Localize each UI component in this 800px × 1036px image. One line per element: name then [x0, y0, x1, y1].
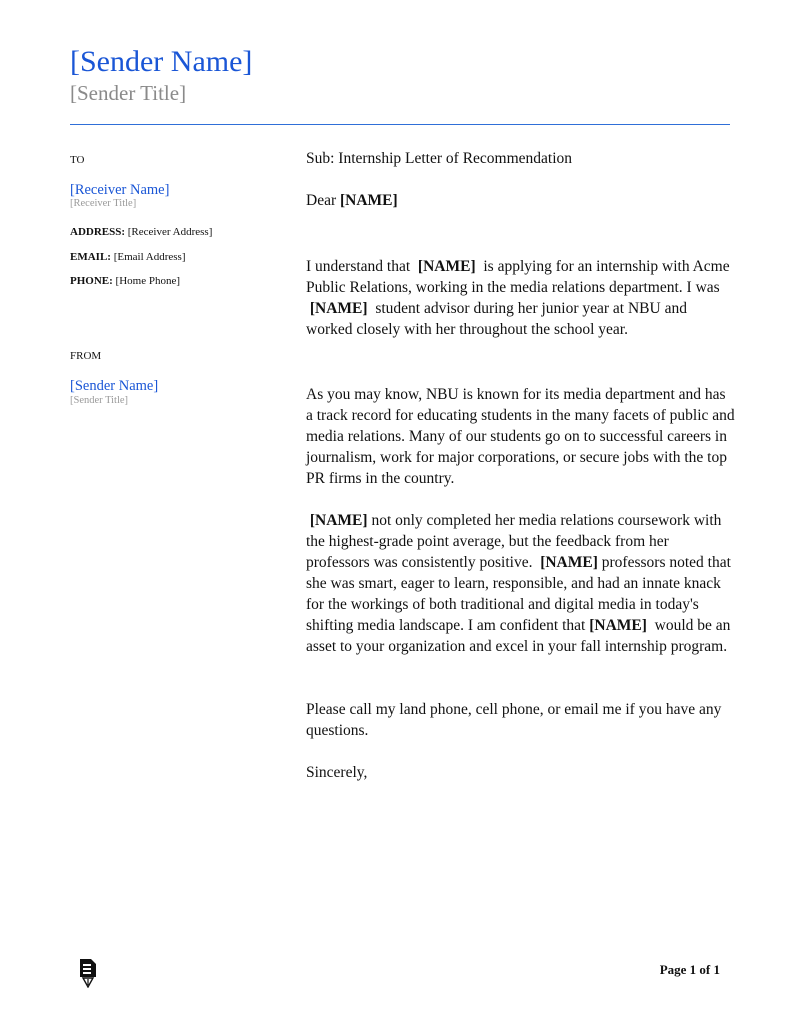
name-placeholder: [NAME] [309, 300, 368, 317]
name-placeholder: [NAME] [589, 617, 647, 634]
salutation [306, 190, 736, 211]
sender-name: [Sender Name] [70, 45, 253, 78]
name-placeholder: [NAME] [309, 512, 368, 529]
receiver-email [70, 250, 290, 264]
receiver-name: [Receiver Name] [70, 182, 170, 198]
closing: Sincerely, [306, 764, 368, 781]
salutation-name: [NAME] [340, 192, 398, 209]
address-label: ADDRESS: [70, 226, 126, 238]
from-sender-name: [Sender Name] [70, 378, 159, 394]
paragraph-1 [306, 256, 736, 340]
paragraph-3-part-a: not only completed her media relations coursework with the highest-grade point average, but the feedback from her professors was consistently positive. [306, 512, 722, 571]
paragraph-1-part-a: I understand that [306, 258, 415, 275]
email-value: [Email Address] [113, 251, 186, 263]
receiver-title: [Receiver Title] [70, 198, 137, 209]
paragraph-3 [306, 510, 736, 657]
salutation-prefix: Dear [306, 192, 340, 209]
page-number: Page 1 of 1 [659, 962, 720, 977]
receiver-phone [70, 274, 290, 288]
paragraph-4-text: Please call my land phone, cell phone, or email me if you have any questions. [306, 701, 722, 739]
sender-title: [Sender Title] [70, 81, 187, 105]
paragraph-3-part-b: professors noted that she was smart, eager to learn, responsible, and had an innate knack for the workings of both traditional and digital media in today's shifting media landscape. I am confident that [306, 554, 731, 634]
paragraph-1-part-b: is applying for an internship with Acme Public Relations, working in the media relations department. I was [306, 258, 730, 296]
pen-nib-document-icon [78, 958, 98, 988]
from-sender-title: [Sender Title] [70, 395, 129, 406]
paragraph-1-part-c: student advisor during her junior year at NBU and worked closely with her throughout the school year. [306, 300, 687, 338]
name-placeholder: [NAME] [417, 258, 476, 275]
to-caption: TO [70, 154, 85, 166]
address-value: [Receiver Address] [127, 226, 213, 238]
name-placeholder: [NAME] [540, 554, 598, 571]
subject-line: Sub: Internship Letter of Recommendation [306, 150, 573, 167]
paragraph-3-part-c: would be an asset to your organization and excel in your fall internship program. [306, 617, 731, 655]
paragraph-4 [306, 699, 736, 741]
receiver-address [70, 225, 290, 239]
paragraph-2 [306, 384, 736, 489]
from-caption: FROM [70, 350, 102, 362]
header-divider [70, 124, 730, 125]
paragraph-2-text: As you may know, NBU is known for its media department and has a track record for educating students in the many facets of public and media relations. Many of our students go on to successful careers in journalism, work for major corporations, or secure jobs with the top PR firms in the country. [306, 386, 735, 487]
phone-value: [Home Phone] [115, 275, 180, 287]
phone-label: PHONE: [70, 275, 113, 287]
email-label: EMAIL: [70, 251, 111, 263]
